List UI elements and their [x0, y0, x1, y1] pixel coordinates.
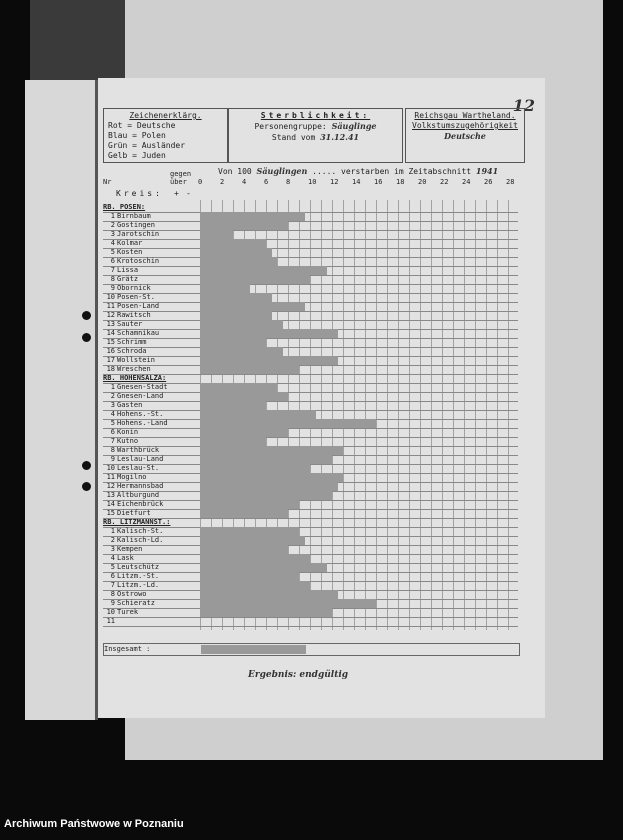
mortality-bar: [200, 599, 376, 608]
row-number: 5: [110, 419, 115, 427]
group-label: Personengruppe:: [254, 122, 327, 131]
mortality-bar: [200, 275, 310, 284]
region-title: Reichsgau Wartheland.: [414, 111, 516, 120]
binder-ring: [82, 333, 91, 342]
group-value: Säuglinge: [331, 121, 377, 131]
mortality-bar: [200, 248, 272, 257]
district-name: Rawitsch: [117, 311, 151, 319]
axis-tick: 28: [506, 178, 515, 186]
row-number: 11: [106, 617, 115, 625]
district-name: Leslau-St.: [117, 464, 160, 472]
district-name: Birnbaum: [117, 212, 151, 220]
mortality-bar: [200, 392, 288, 401]
district-name: Gostingen: [117, 221, 155, 229]
mortality-bar: [200, 383, 277, 392]
district-name: Leutschütz: [117, 563, 160, 571]
district-name: Lask: [117, 554, 134, 562]
row-number: 10: [106, 293, 115, 301]
mortality-bar: [200, 446, 343, 455]
mortality-bar: [200, 221, 288, 230]
district-name: Posen-Land: [117, 302, 160, 310]
district-name: Hermannsbad: [117, 482, 164, 490]
volk-label: Volkstumszugehörigkeit: [412, 121, 518, 130]
row-number: 1: [110, 527, 115, 535]
legend-item: Blau = Polen: [108, 131, 166, 140]
district-name: Ostrowo: [117, 590, 147, 598]
row-number: 6: [110, 257, 115, 265]
district-name: Kalisch-Ld.: [117, 536, 164, 544]
page-number: 12: [512, 96, 535, 115]
mortality-bar: [200, 365, 299, 374]
mortality-bar: [200, 239, 266, 248]
row-number: 7: [110, 581, 115, 589]
legend-item: Grün = Ausländer: [108, 141, 186, 150]
row-number: 2: [110, 221, 115, 229]
mortality-bar: [200, 401, 266, 410]
region-box: [405, 108, 525, 163]
district-name: Warthbrück: [117, 446, 160, 454]
mortality-bar: [200, 545, 288, 554]
mortality-bar: [200, 464, 310, 473]
district-name: Schamnikau: [117, 329, 160, 337]
mortality-bar: [200, 473, 343, 482]
district-name: Turek: [117, 608, 139, 616]
folder-strip: [25, 80, 98, 720]
mortality-bar: [200, 410, 316, 419]
axis-tick: 12: [330, 178, 339, 186]
mortality-bar: [200, 455, 332, 464]
von-label: Von 100: [218, 167, 252, 176]
mortality-bar: [200, 590, 338, 599]
row-number: 16: [106, 347, 115, 355]
district-name: Schrimm: [117, 338, 147, 346]
sheet-title: Sterblichkeit:: [260, 111, 371, 120]
district-name: Jarotschin: [117, 230, 160, 238]
row-number: 11: [106, 473, 115, 481]
row-number: 18: [106, 365, 115, 373]
mortality-bar: [200, 482, 338, 491]
district-name: Hohens.-Land: [117, 419, 168, 427]
title-box: [228, 108, 403, 163]
group-name: RB. HOHENSALZA:: [103, 374, 167, 382]
mortality-bar: [200, 257, 277, 266]
row-number: 9: [110, 599, 115, 607]
row-number: 4: [110, 239, 115, 247]
binder-ring: [82, 482, 91, 491]
row-number: 6: [110, 428, 115, 436]
mortality-bar: [200, 554, 310, 563]
district-name: Kutno: [117, 437, 139, 445]
row-number: 11: [106, 302, 115, 310]
mortality-bar: [200, 563, 327, 572]
district-name: Gasten: [117, 401, 143, 409]
row-number: 5: [110, 248, 115, 256]
district-name: Kempen: [117, 545, 143, 553]
minus-header: -: [186, 189, 191, 198]
group-name: RB. LITZMANNST.:: [103, 518, 171, 526]
legend-item: Gelb = Juden: [108, 151, 166, 160]
mortality-bar: [200, 581, 310, 590]
district-name: Altburgund: [117, 491, 160, 499]
plus-header: +: [174, 189, 179, 198]
row-number: 15: [106, 338, 115, 346]
mortality-bar: [200, 311, 272, 320]
district-name: Konin: [117, 428, 139, 436]
mortality-bar: [200, 509, 288, 518]
archive-footer: Archiwum Państwowe w Poznaniu: [4, 818, 184, 830]
district-name: Schroda: [117, 347, 147, 355]
district-name: Kolmar: [117, 239, 143, 247]
row-number: 17: [106, 356, 115, 364]
axis-tick: 4: [242, 178, 247, 186]
mortality-bar: [200, 572, 299, 581]
axis-tick: 0: [198, 178, 203, 186]
district-name: Sauter: [117, 320, 143, 328]
mortality-bar: [200, 536, 305, 545]
mortality-bar: [200, 437, 266, 446]
mortality-bar: [200, 419, 376, 428]
axis-tick: 18: [396, 178, 405, 186]
year-value: 1941: [475, 166, 499, 176]
axis-tick: 22: [440, 178, 449, 186]
row-number: 7: [110, 437, 115, 445]
mortality-bar: [200, 329, 338, 338]
nr-header: Nr: [103, 178, 112, 186]
row-number: 2: [110, 392, 115, 400]
total-row: [103, 643, 520, 656]
verstarben-label: verstarben im Zeitabschnitt: [341, 167, 472, 176]
total-label: Insgesamt :: [104, 645, 151, 653]
row-number: 7: [110, 266, 115, 274]
axis-tick: 26: [484, 178, 493, 186]
result-note: Ergebnis: endgültig: [248, 670, 349, 680]
row-number: 14: [106, 500, 115, 508]
volk-value: Deutsche: [444, 131, 486, 141]
statistics-sheet: [98, 78, 545, 718]
stand-label: Stand vom: [271, 133, 316, 142]
kreis-header: Kreis:: [116, 189, 163, 198]
axis-tick: 16: [374, 178, 383, 186]
mortality-bar: [200, 356, 338, 365]
mortality-bar: [200, 320, 283, 329]
district-name: Kalisch-St.: [117, 527, 164, 535]
subheader: Von 100 Säuglingen ..... verstarben im Zeitabschnitt 1941: [218, 166, 499, 176]
row-number: 8: [110, 446, 115, 454]
row-number: 9: [110, 455, 115, 463]
row-number: 3: [110, 401, 115, 409]
row-number: 9: [110, 284, 115, 292]
mortality-bar: [200, 527, 299, 536]
district-name: Wollstein: [117, 356, 155, 364]
axis-tick: 8: [286, 178, 291, 186]
axis-tick: 6: [264, 178, 269, 186]
row-number: 13: [106, 320, 115, 328]
district-name: Hohens.-St.: [117, 410, 164, 418]
row-number: 3: [110, 230, 115, 238]
mortality-bar: [200, 266, 327, 275]
row-number: 14: [106, 329, 115, 337]
total-bar: [201, 645, 306, 654]
axis-tick: 2: [220, 178, 225, 186]
gegen-header: gegen über: [170, 170, 192, 186]
legend-box: [103, 108, 228, 163]
mortality-bar: [200, 302, 305, 311]
row-number: 4: [110, 554, 115, 562]
binder-ring: [82, 461, 91, 470]
district-name: Eichenbrück: [117, 500, 164, 508]
stand-value: 31.12.41: [320, 132, 360, 142]
row-number: 5: [110, 563, 115, 571]
row-number: 10: [106, 608, 115, 616]
group-name: RB. POSEN:: [103, 203, 146, 211]
binder-ring: [82, 311, 91, 320]
district-name: Litzm.-St.: [117, 572, 160, 580]
row-number: 10: [106, 464, 115, 472]
legend-title: Zeichenerklärg.: [129, 111, 202, 120]
axis-tick: 24: [462, 178, 471, 186]
district-name: Posen-St.: [117, 293, 155, 301]
row-number: 4: [110, 410, 115, 418]
mortality-bar: [200, 284, 250, 293]
mortality-bar: [200, 230, 233, 239]
row-number: 8: [110, 275, 115, 283]
mortality-bar: [200, 428, 288, 437]
district-name: Mogilno: [117, 473, 147, 481]
axis-tick: 20: [418, 178, 427, 186]
district-name: Schieratz: [117, 599, 155, 607]
row-number: 12: [106, 482, 115, 490]
axis-tick: 14: [352, 178, 361, 186]
row-number: 3: [110, 545, 115, 553]
axis-tick: 10: [308, 178, 317, 186]
district-name: Litzm.-Ld.: [117, 581, 160, 589]
mortality-bar: [200, 347, 283, 356]
district-name: Leslau-Land: [117, 455, 164, 463]
table-row: [103, 617, 518, 627]
district-name: Dietfurt: [117, 509, 151, 517]
district-name: Lissa: [117, 266, 139, 274]
mortality-bar: [200, 338, 266, 347]
row-number: 12: [106, 311, 115, 319]
district-name: Grätz: [117, 275, 139, 283]
district-name: Gnesen-Land: [117, 392, 164, 400]
mortality-bar: [200, 491, 332, 500]
row-number: 2: [110, 536, 115, 544]
row-number: 15: [106, 509, 115, 517]
mortality-bar: [200, 500, 299, 509]
district-name: Kosten: [117, 248, 143, 256]
district-name: Gnesen-Stadt: [117, 383, 168, 391]
row-number: 8: [110, 590, 115, 598]
row-number: 1: [110, 383, 115, 391]
legend-item: Rot = Deutsche: [108, 121, 176, 130]
district-name: Wreschen: [117, 365, 151, 373]
row-number: 6: [110, 572, 115, 580]
row-number: 13: [106, 491, 115, 499]
mortality-bar: [200, 293, 272, 302]
mortality-bar: [200, 212, 305, 221]
row-number: 1: [110, 212, 115, 220]
district-name: Obornick: [117, 284, 151, 292]
group-subvalue: Säuglingen: [256, 166, 308, 176]
background-shadow: [30, 0, 125, 80]
district-name: Krotoschin: [117, 257, 160, 265]
mortality-bar: [200, 608, 332, 617]
